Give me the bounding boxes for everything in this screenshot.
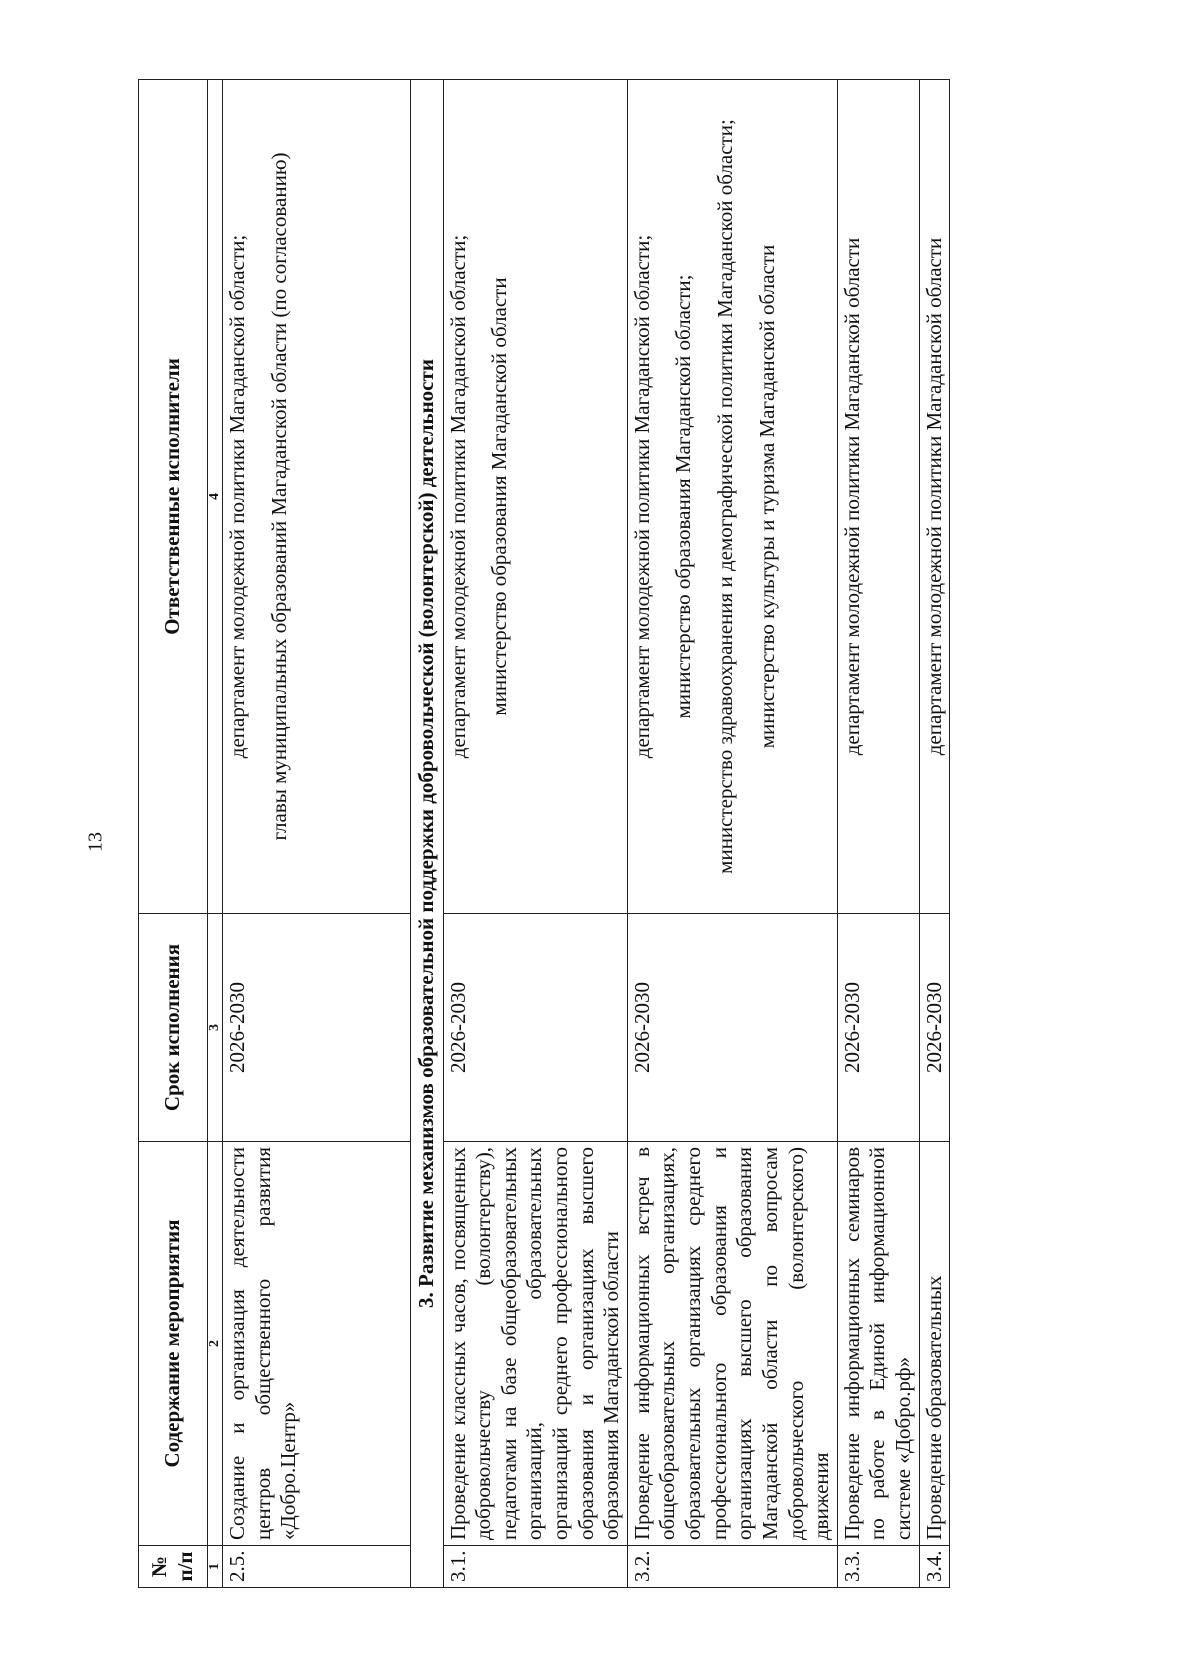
row-number: 3.4. (919, 1546, 950, 1588)
row-content: Создание и организация деятельности центров общественного развития «Добро.Центр» (223, 1142, 411, 1546)
row-responsible (223, 80, 411, 914)
responsible-item: министерство образования Магаданской области (487, 277, 512, 716)
row-responsible (919, 80, 950, 914)
column-number-row (208, 80, 223, 1588)
table-row (919, 80, 950, 1588)
header-term: Срок исполнения (139, 914, 208, 1142)
row-number: 3.3. (837, 1546, 919, 1588)
row-responsible (627, 80, 837, 914)
responsible-item: главы муниципальных образований Магаданской области (по согласованию) (266, 152, 291, 841)
row-term: 2026-2030 (837, 914, 919, 1142)
responsible-item: министерство культуры и туризма Магаданской области (754, 244, 779, 749)
table-row (837, 80, 919, 1588)
row-responsible (443, 80, 627, 914)
row-content: Проведение классных часов, посвященных добровольчеству (волонтерству), педагогами на базе общеобразовательных организаций, образовательных организаций среднего профессионального образования и организациях высшего образования Магаданской области (443, 1142, 627, 1546)
row-number: 3.2. (627, 1546, 837, 1588)
section-title: 3. Развитие механизмов образовательной поддержки добровольческой (волонтерской) деятельности (411, 80, 444, 1588)
responsible-item: департамент молодежной политики Магаданской области; (629, 234, 654, 759)
row-content: Проведение информационных встреч в общеобразовательных организациях, образовательных организациях среднего профессионального образования и организациях высшего образования Магаданской области по вопросам добровольческого (волонтерского) движения (627, 1142, 837, 1546)
column-number: 1 (208, 1546, 223, 1588)
responsible-item: департамент молодежной политики Магаданской области (921, 237, 946, 756)
header-number: № п/п (139, 1546, 208, 1588)
table-row (627, 80, 837, 1588)
section-row (411, 80, 444, 1588)
row-number: 2.5. (223, 1546, 411, 1588)
responsible-item: департамент молодежной политики Магаданской области; (445, 234, 470, 759)
table-row (443, 80, 627, 1588)
row-number: 3.1. (443, 1546, 627, 1588)
column-number: 2 (208, 1142, 223, 1546)
responsible-item: министерство образования Магаданской области; (671, 274, 696, 719)
row-responsible (837, 80, 919, 914)
page-number: 13 (84, 832, 107, 852)
column-number: 4 (208, 80, 223, 914)
table-header-row (139, 80, 208, 1588)
responsible-item: министерство здравоохранения и демографической политики Магаданской области; (713, 119, 738, 874)
measures-table (138, 79, 950, 1588)
row-content: Проведение информационных семинаров по работе в Единой информационной системе «Добро.рф» (837, 1142, 919, 1546)
row-term: 2026-2030 (443, 914, 627, 1142)
row-content: Проведение образовательных (919, 1142, 950, 1546)
header-content: Содержание мероприятия (139, 1142, 208, 1546)
row-term: 2026-2030 (223, 914, 411, 1142)
responsible-item: департамент молодежной политики Магаданской области (839, 237, 864, 756)
responsible-item: департамент молодежной политики Магаданской области; (225, 234, 249, 759)
rotated-page (138, 80, 998, 1588)
column-number: 3 (208, 914, 223, 1142)
table-row (223, 80, 411, 1588)
row-term: 2026-2030 (919, 914, 950, 1142)
header-responsible: Ответственные исполнители (139, 80, 208, 914)
row-term: 2026-2030 (627, 914, 837, 1142)
